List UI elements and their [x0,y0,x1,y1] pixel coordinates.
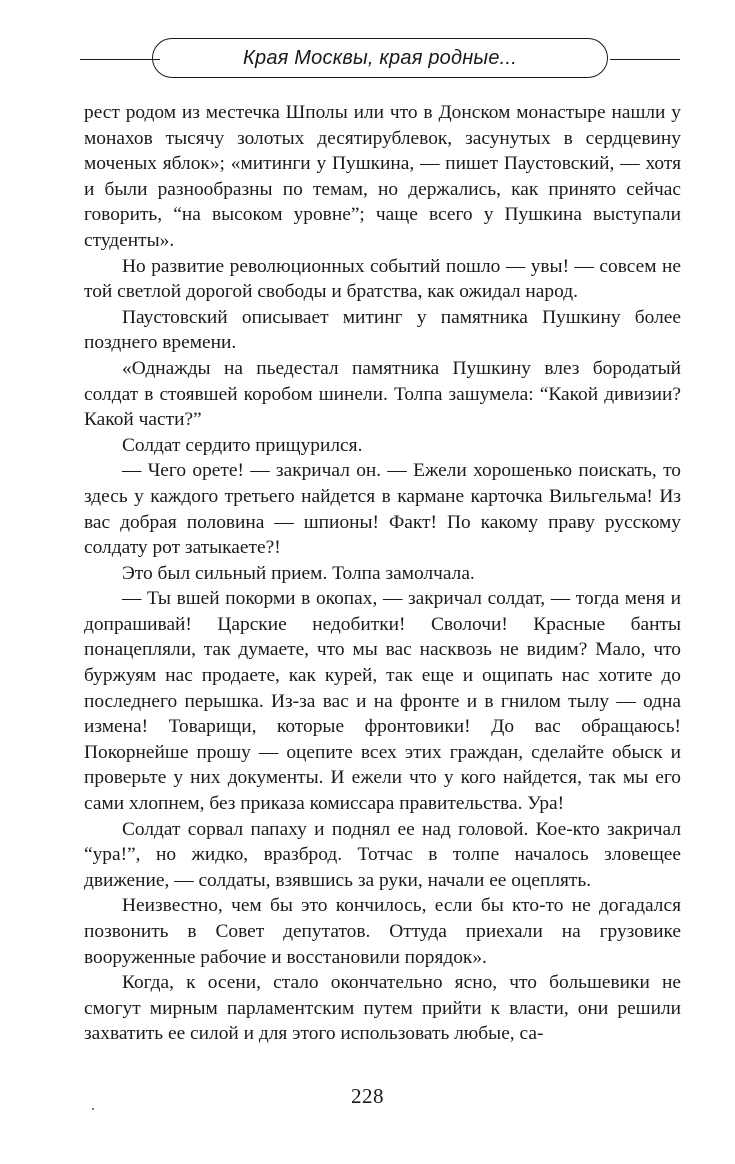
paragraph: Неизвестно, чем бы это кончилось, если бы кто-то не догадался позвонить в Совет депутатов. Оттуда приехали на грузовике вооруженные рабочие и восстановили порядок». [84,895,681,968]
paragraph: «Однажды на пьедестал памятника Пушкину влез бородатый солдат в стоявшей коробом шинели. Толпа зашумела: “Какой дивизии? Какой части?” [84,357,681,431]
paragraph: Солдат сорвал папаху и поднял ее над головой. Кое-кто закричал “ура!”, но жидко, вразброд. Тотчас в толпе началось зловещее движение, — солдаты, взявшись за руки, начали ее оцеплять. [84,818,681,891]
print-speck [92,1108,94,1110]
running-header [80,38,680,82]
paragraph: Это был сильный прием. Толпа замолчала. [122,562,475,584]
paragraph: Солдат сердито прищурился. [122,434,363,456]
paragraph: — Чего орете! — закричал он. — Ежели хорошенько поискать, то здесь у каждого третьего найдется в кармане карточка Вильгельма! Из вас добрая половина — шпионы! Факт! По какому праву русскому солдату рот затыкаете?! [84,460,681,559]
header-rule-right [610,59,680,60]
page-number: 228 [351,1084,384,1108]
running-header-title: Края Москвы, края родные... [243,46,517,69]
paragraph: — Ты вшей покорми в окопах, — закричал солдат, — тогда меня и допрашивай! Царские недобитки! Сволочи! Красные банты понацепляли, так думаете, что мы вас насквозь не видим? Мало, что буржуям нас продаете, как курей, так еще и ощипать нас хотите до последнего перышка. Из-за вас и на фронте и в гнилом тылу — одна измена! Товарищи, которые фронтовики! До вас обращаюсь! Покорнейше прошу — оцепите всех этих граждан, сделайте обыск и проверьте у них документы. И ежели что у кого найдется, так мы его сами хлопнем, без приказа комиссара правительства. Ура! [84,588,681,815]
paragraph: Когда, к осени, стало окончательно ясно, что большевики не смогут мирным парламентским путем прийти к власти, они решили захватить ее силой и для этого использовать любые, са- [84,972,681,1045]
paragraph: Но развитие революционных событий пошло — увы! — совсем не той светлой дорогой свободы и братства, как ожидал народ. [84,255,681,303]
header-frame [152,38,608,78]
header-rule-left [80,59,160,60]
paragraph: Паустовский описывает митинг у памятника Пушкину более позднего времени. [84,306,681,354]
paragraph: рест родом из местечка Шполы или что в Донском монастыре нашли у монахов тысячу золотых десятирублевок, засунутых в сердцевину моченых яблок»; «митинги у Пушкина, — пишет Паустовский, — хотя и были разнообразны по темам, но держались, как принято сейчас говорить, “на высоком уровне”; чаще всего у Пушкина выступали студенты». [84,102,681,251]
body-text [84,100,681,1047]
